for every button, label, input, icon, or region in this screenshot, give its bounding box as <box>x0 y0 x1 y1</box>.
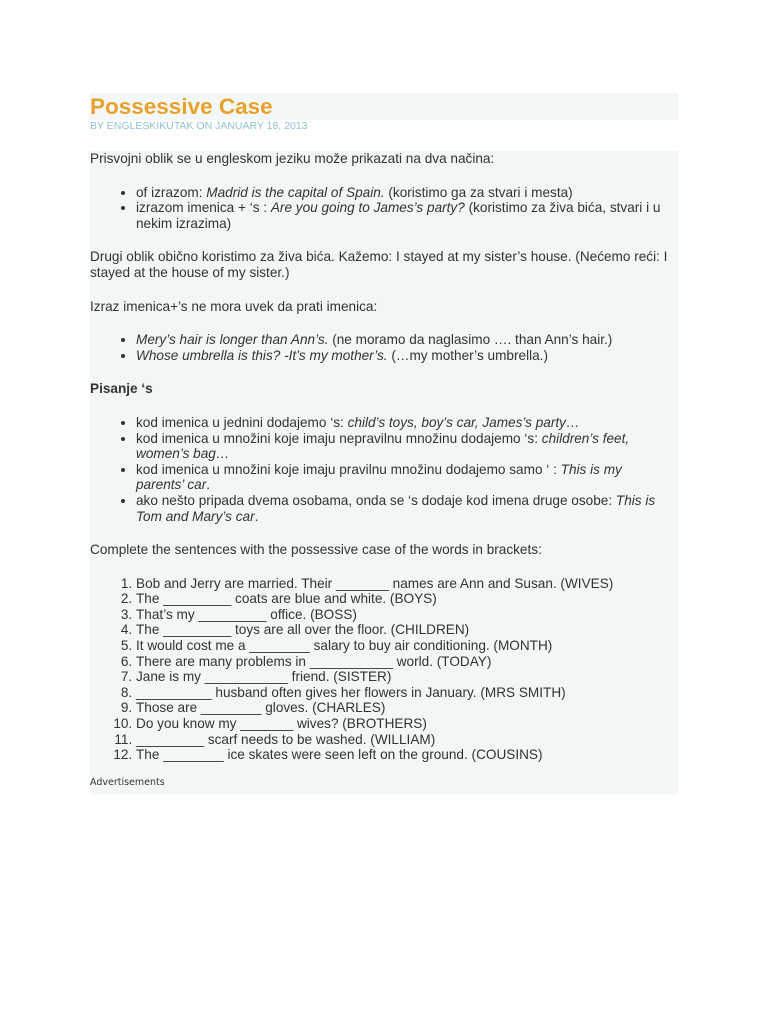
post-byline: BY ENGLESKIKUTAK ON JANUARY 18, 2013 <box>90 120 308 132</box>
list-item: • Mery’s hair is longer than Ann’s. (ne moramo da naglasimo …. than Ann’s hair.) <box>136 332 672 348</box>
post-title[interactable]: Possessive Case <box>90 94 273 119</box>
exercise-item: 12. The ________ ice skates were seen left on the ground. (COUSINS) <box>136 747 672 763</box>
exercise-item: 2. The _________ coats are blue and white. (BOYS) <box>136 591 672 607</box>
exercise-item: 3. That’s my _________ office. (BOSS) <box>136 607 672 623</box>
list-item: • kod imenica u jednini dodajemo ‘s: child’s toys, boy’s car, James’s party… <box>136 415 672 431</box>
exercise-item: 5. It would cost me a ________ salary to buy air conditioning. (MONTH) <box>136 638 672 654</box>
exercise-item: 10. Do you know my _______ wives? (BROTHERS) <box>136 716 672 732</box>
writing-heading: Pisanje ‘s <box>90 381 153 397</box>
post-content <box>90 94 672 789</box>
rules-list <box>90 415 672 524</box>
list-item: • of izrazom: Madrid is the capital of Spain. (koristimo ga za stvari i mesta) <box>136 185 672 201</box>
list-item: • ako nešto pripada dvema osobama, onda se ‘s dodaje kod imena druge osobe: This is Tom and Mary’s car. <box>136 493 672 524</box>
list-item: • izrazom imenica + ‘s : Are you going to James’s party? (koristimo za živa bića, stvari i u nekim izrazima) <box>136 200 672 231</box>
exercise-item: 8. __________ husband often gives her flowers in January. (MRS SMITH) <box>136 685 672 701</box>
exercise-item: 11. _________ scarf needs to be washed. (WILLIAM) <box>136 732 672 748</box>
intro-paragraph: Prisvojni oblik se u engleskom jeziku može prikazati na dva načina: <box>90 151 495 166</box>
exercise-item: 7. Jane is my ___________ friend. (SISTER) <box>136 669 672 685</box>
exercise-item: 6. There are many problems in ___________ world. (TODAY) <box>136 654 672 670</box>
advertisements-label: Advertisements <box>90 776 165 788</box>
list-item: • kod imenica u množini koje imaju nepravilnu množinu dodajemo ‘s: children’s feet, women’s bag… <box>136 431 672 462</box>
exercise-list <box>90 576 672 763</box>
exercise-instruction: Complete the sentences with the possessive case of the words in brackets: <box>90 542 542 558</box>
second-paragraph: Drugi oblik obično koristimo za živa bića. Kažemo: I stayed at my sister’s house. (Nećemo reći: I stayed at the house of my sister.) <box>90 249 668 280</box>
exercise-item: 1. Bob and Jerry are married. Their _______ names are Ann and Susan. (WIVES) <box>136 576 672 592</box>
exercise-item: 4. The _________ toys are all over the floor. (CHILDREN) <box>136 622 672 638</box>
exercise-item: 9. Those are ________ gloves. (CHARLES) <box>136 700 672 716</box>
list-item: • Whose umbrella is this? -It’s my mother’s. (…my mother’s umbrella.) <box>136 348 672 364</box>
list-item: • kod imenica u množini koje imaju pravilnu množinu dodajemo samo ‘ : This is my parents’ car. <box>136 462 672 493</box>
forms-list <box>90 185 672 232</box>
third-paragraph: Izraz imenica+’s ne mora uvek da prati imenica: <box>90 298 378 314</box>
examples-list <box>90 332 672 363</box>
